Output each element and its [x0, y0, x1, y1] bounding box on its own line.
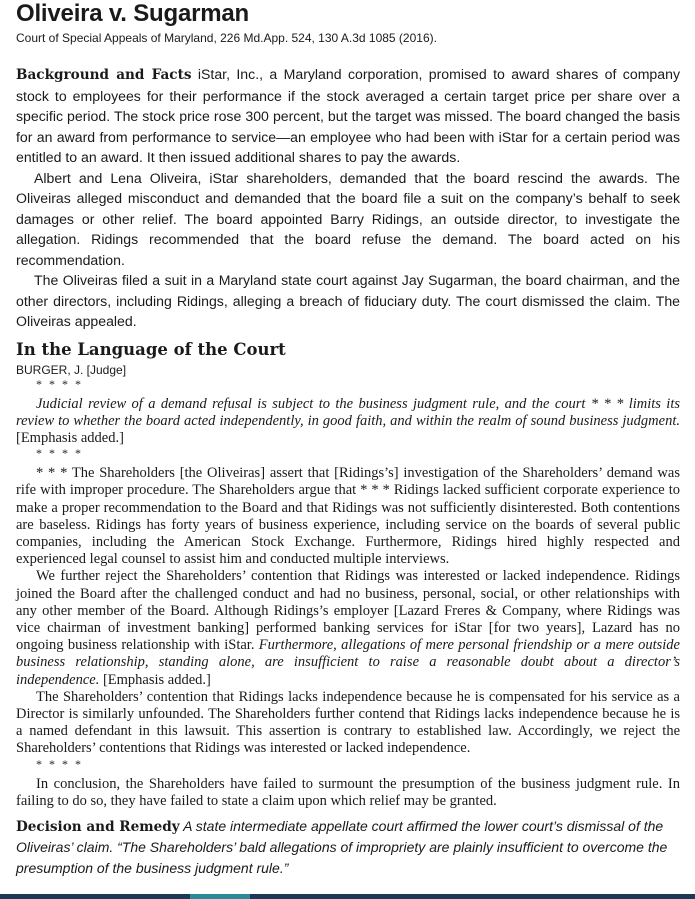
court-quote-1-emphasis: Judicial review of a demand refusal is subject to the business judgment rule, and the court * * * limits its review to whether the board acted independently, in good faith, and within the realm of sound business judgment.	[16, 395, 680, 429]
case-citation: Court of Special Appeals of Maryland, 226 Md.App. 524, 130 A.3d 1085 (2016).	[16, 31, 437, 45]
background-paragraph-3: The Oliveiras filed a suit in a Maryland state court against Jay Sugarman, the board chairman, and the other directors, including Ridings, alleging a breach of fiduciary duty. The court dismissed the claim. The Oliveiras appealed.	[16, 272, 680, 329]
decision-text: A state intermediate appellate court affirmed the lower court’s dismissal of the Oliveiras’ claim. “The Shareholders’ bald allegations of impropriety are plainly insufficient to overcome the presumption of the business judgment rule.”	[16, 817, 668, 876]
court-quote-1-note: [Emphasis added.]	[16, 429, 124, 446]
court-paragraph-3-emphasis: Furthermore, allegations of mere personal friendship or a mere outside business relationship, standing alone, are insufficient to raise a reasonable doubt about a director’s independence.	[16, 637, 680, 688]
language-of-court-section	[16, 340, 680, 810]
language-heading: In the Language of the Court	[16, 339, 286, 359]
background-heading: Background and Facts	[16, 67, 192, 83]
ellipsis-stars: * * * *	[36, 376, 83, 391]
background-section	[16, 64, 680, 332]
court-paragraph-5: In conclusion, the Shareholders have failed to surmount the presumption of the business judgment rule. In failing to do so, they have failed to state a claim upon which relief may be granted.	[16, 775, 680, 809]
footer-bar	[0, 894, 695, 899]
background-paragraph-1	[16, 64, 680, 168]
case-title: Oliveira v. Sugarman	[16, 0, 249, 27]
ellipsis-stars: * * * *	[36, 446, 83, 461]
decision-heading: Decision and Remedy	[16, 818, 180, 835]
background-paragraph-2: Albert and Lena Oliveira, iStar shareholders, demanded that the board rescind the awards. The Oliveiras alleged misconduct and demanded that the board file a suit on the company’s behalf to seek damages or other relief. The board appointed Barry Ridings, an outside director, to investigate the allegation. Ridings recommended that the board refuse the demand. The board acted on his recommendation.	[16, 169, 680, 268]
footer-accent	[190, 894, 250, 899]
background-text-1: iStar, Inc., a Maryland corporation, promised to award shares of company stock to employees for their performance if the stock averaged a certain target price per share over a specific period. The stock price rose 300 percent, but the target was missed. The board changed the basis for an award from performance to service—an employee who had been with iStar for a certain period was entitled to an award. It then issued additional shares to pay the awards.	[16, 66, 680, 165]
court-quote-1	[16, 396, 680, 448]
judge-name: BURGER, J. [Judge]	[16, 362, 127, 377]
decision-section	[16, 816, 680, 879]
case-document	[16, 0, 680, 892]
court-paragraph-3	[16, 568, 680, 688]
court-paragraph-4: The Shareholders’ contention that Ridings lacks independence because he is compensated for his service as a Director is similarly unfounded. The Shareholders further contend that Ridings lacks independence because he is a named defendant in this lawsuit. This assertion is contrary to established law. Accordingly, we reject the Shareholders’ contentions that Ridings was interested or lacked independence.	[16, 688, 680, 757]
court-paragraph-3-note: [Emphasis added.]	[99, 671, 211, 688]
ellipsis-stars: * * * *	[36, 756, 83, 771]
court-paragraph-2: * * * The Shareholders [the Oliveiras] assert that [Ridings’s] investigation of the Shareholders’ demand was rife with improper procedure. The Shareholders argue that * * * Ridings lacked sufficient corporate experience to make a proper recommendation to the Board and that Ridings was not sufficiently disinterested. Both contentions are baseless. Ridings has forty years of business experience, including service on the boards of several public companies, including the American Stock Exchange. Furthermore, Ridings hired highly respected and experienced legal counsel to assist him and conducted multiple interviews.	[16, 465, 680, 568]
court-paragraph-3-text: We further reject the Shareholders’ contention that Ridings was interested or lacked independence. Ridings joined the Board after the challenged conduct and had no business, personal, social, or other relationships with any other member of the Board. Although Ridings’s employer [Lazard Freres & Company, where Ridings was vice chairman of investment banking] performed banking services for iStar [for two years], Lazard has no ongoing business relationship with iStar.	[16, 568, 680, 654]
